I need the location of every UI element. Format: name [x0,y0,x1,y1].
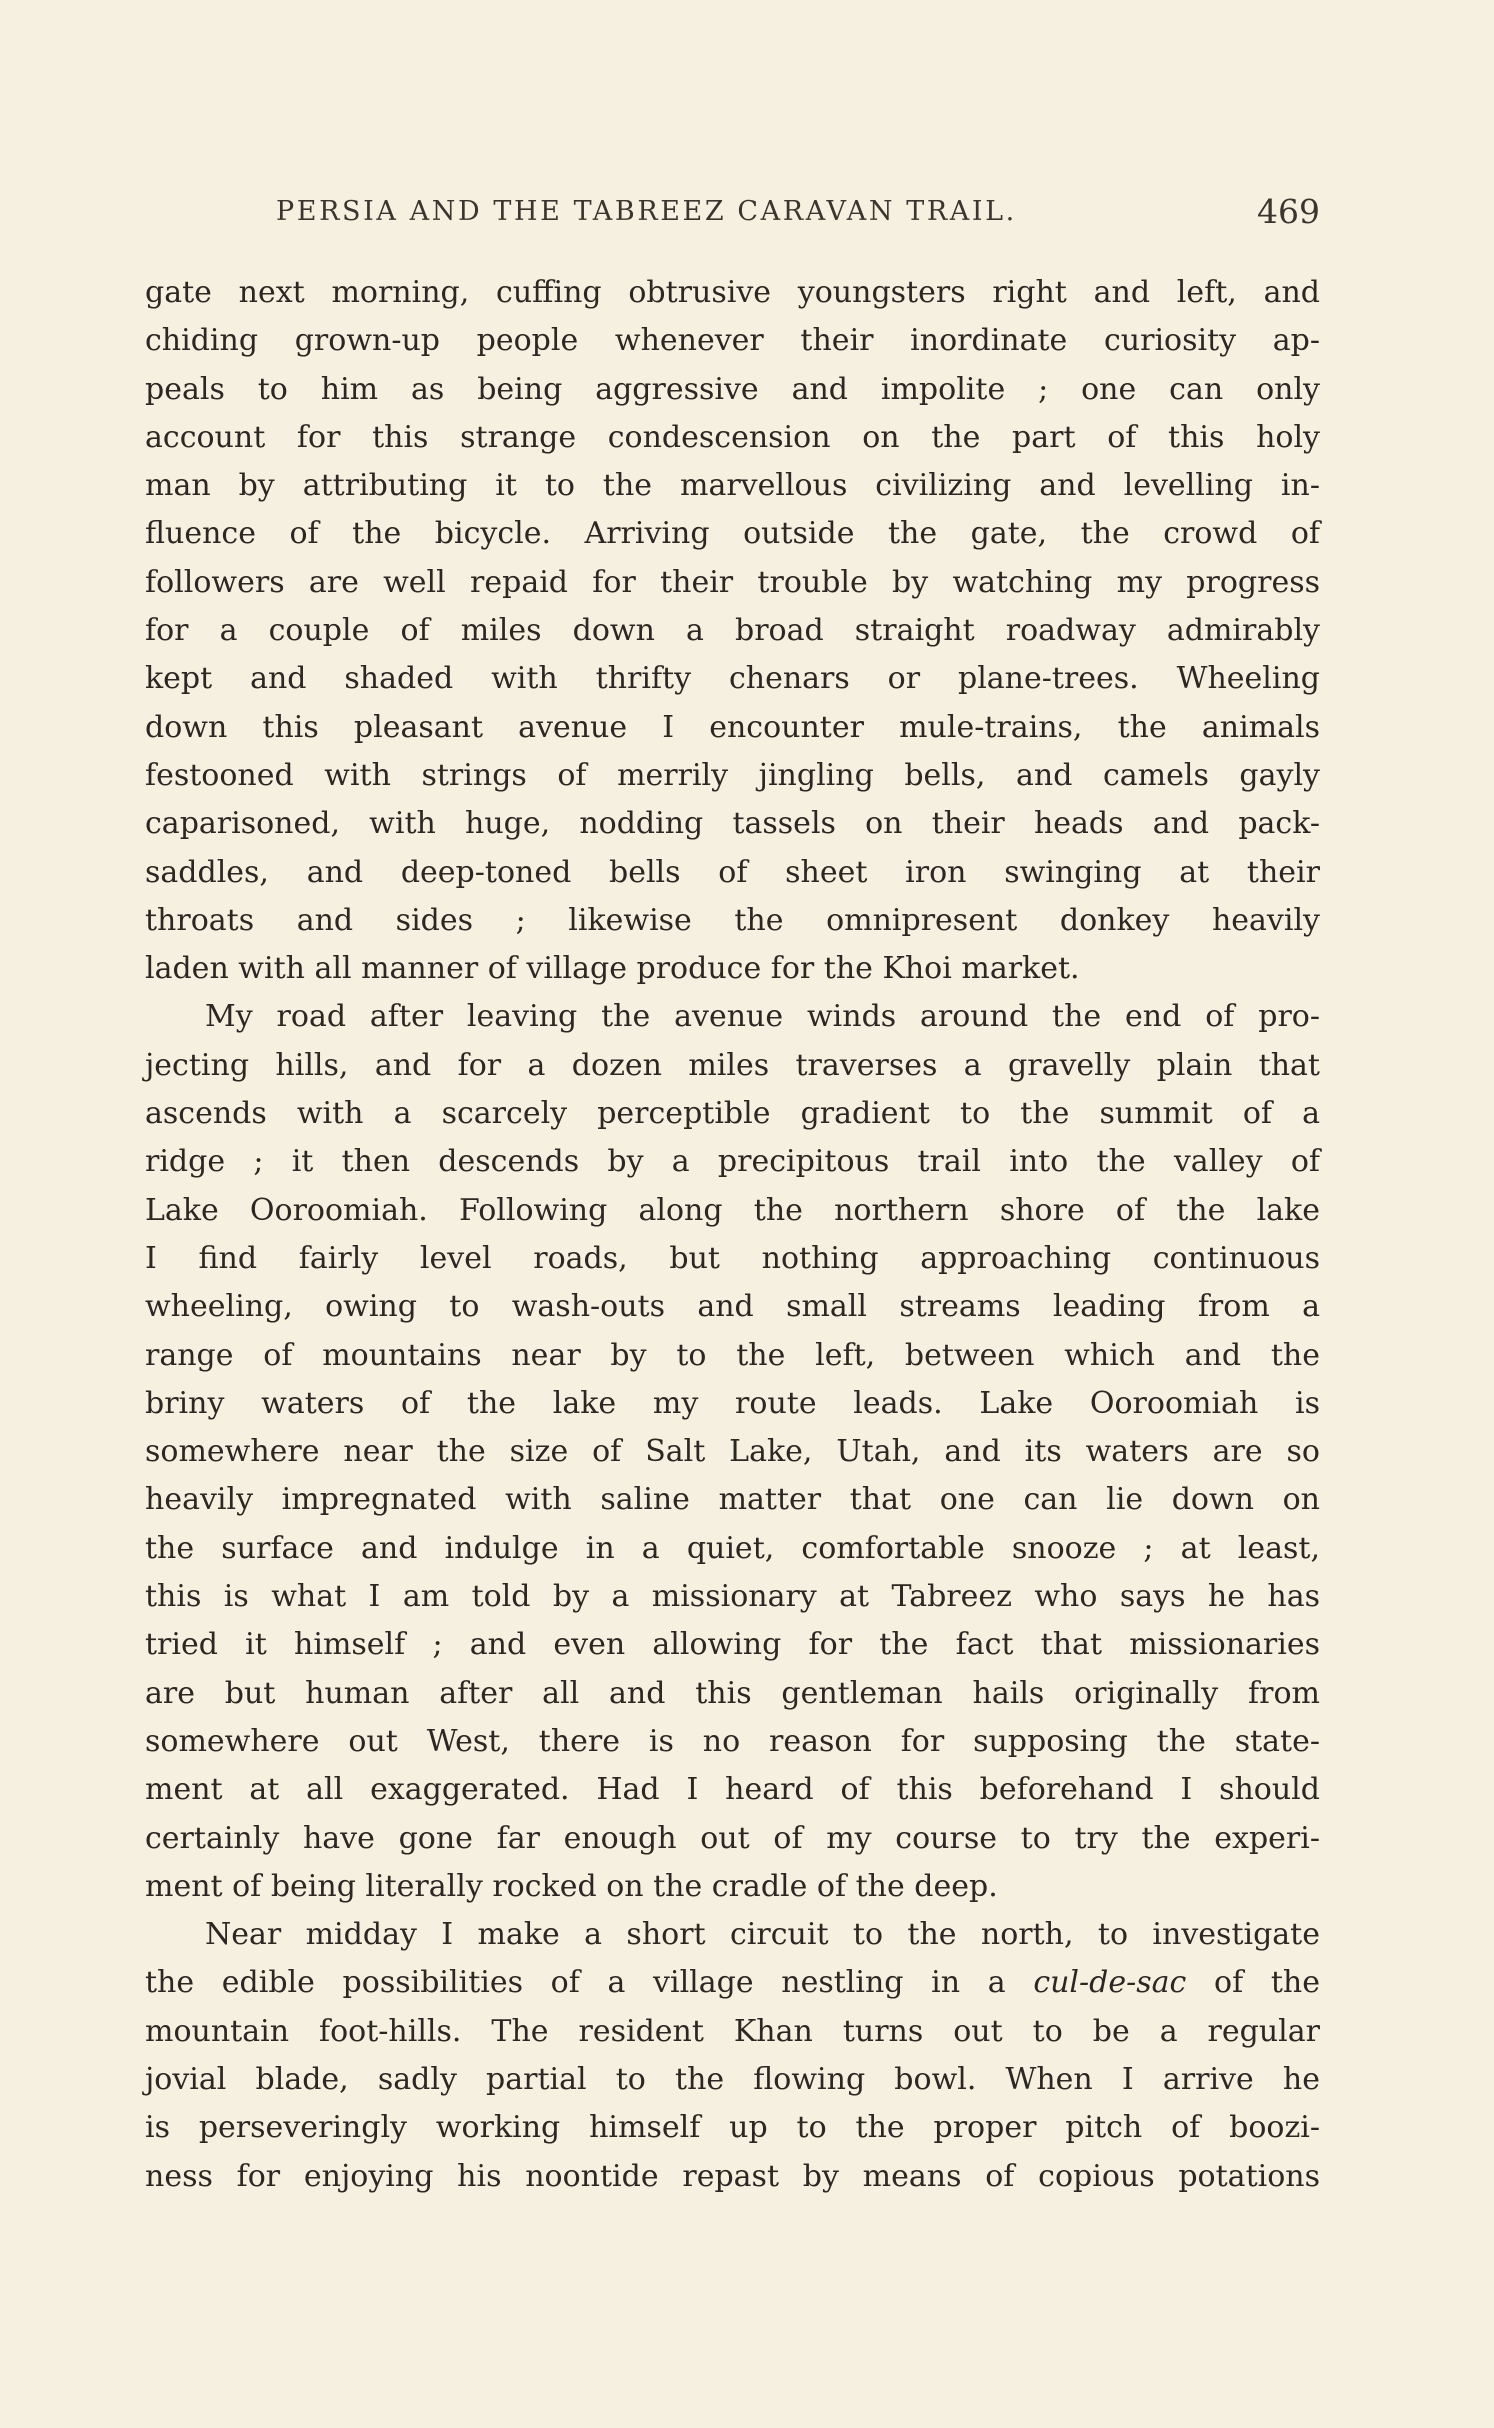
text-line: briny waters of the lake my route leads. Lake Ooroomiah is [145,1385,1320,1421]
text-line: throats and sides ; likewise the omnipresent donkey heavily [145,902,1320,938]
text-line: ment of being literally rocked on the cradle of the deep. [145,1868,998,1904]
text-line: heavily impregnated with saline matter that one can lie down on [145,1482,1320,1518]
text-line: the surface and indulge in a quiet, comfortable snooze ; at least, [145,1530,1320,1566]
text-line: fluence of the bicycle. Arriving outside the gate, the crowd of [145,516,1320,552]
page-number: 469 [1257,192,1320,231]
text-line: jecting hills, and for a dozen miles traverses a gravelly plain that [145,1047,1320,1083]
text-line: ascends with a scarcely perceptible gradient to the summit of a [145,1096,1320,1132]
running-head [276,192,1320,236]
text-line: jovial blade, sadly partial to the flowing bowl. When I arrive he [145,2061,1320,2097]
text-segment: of the [1214,1965,1320,2001]
text-line: laden with all manner of village produce for the Khoi market. [145,951,1080,987]
text-line: certainly have gone far enough out of my course to try the experi- [145,1820,1320,1856]
text-line: wheeling, owing to wash-outs and small streams leading from a [145,1289,1320,1325]
text-line: is perseveringly working himself up to the proper pitch of boozi- [145,2110,1320,2146]
text-line: somewhere near the size of Salt Lake, Utah, and its waters are so [145,1434,1320,1470]
text-line: somewhere out West, there is no reason for supposing the state- [145,1723,1320,1759]
text-line: mountain foot-hills. The resident Khan turns out to be a regular [145,2013,1320,2049]
text-line: Lake Ooroomiah. Following along the northern shore of the lake [145,1192,1320,1228]
italic-phrase: cul-de-sac [1033,1965,1187,2001]
text-line: are but human after all and this gentleman hails originally from [145,1675,1320,1711]
text-line: man by attributing it to the marvellous civilizing and levelling in- [145,468,1320,504]
text-line: Near midday I make a short circuit to the north, to investigate [205,1917,1320,1953]
text-line: festooned with strings of merrily jingling bells, and camels gayly [145,757,1320,793]
text-segment: the edible possibilities of a village nestling in a [145,1965,1006,2001]
text-line: chiding grown-up people whenever their inordinate curiosity ap- [145,323,1320,359]
text-line: gate next morning, cuffing obtrusive youngsters right and left, and [145,275,1320,310]
text-line: kept and shaded with thrifty chenars or plane-trees. Wheeling [145,661,1320,697]
text-line: for a couple of miles down a broad straight roadway admirably [145,613,1320,649]
text-line: followers are well repaid for their trouble by watching my progress [145,564,1320,600]
text-line: down this pleasant avenue I encounter mule-trains, the animals [145,709,1320,745]
text-line: ment at all exaggerated. Had I heard of this beforehand I should [145,1772,1320,1808]
body-text [145,269,1320,2201]
text-line: this is what I am told by a missionary at Tabreez who says he has [145,1579,1320,1615]
text-line: ridge ; it then descends by a precipitous trail into the valley of [145,1144,1320,1180]
text-line-with-italic [145,1959,1320,2007]
text-line: saddles, and deep-toned bells of sheet iron swinging at their [145,854,1320,890]
text-line: caparisoned, with huge, nodding tassels on their heads and pack- [145,806,1320,842]
running-title: PERSIA AND THE TABREEZ CARAVAN TRAIL. [276,196,1017,227]
text-line: peals to him as being aggressive and impolite ; one can only [145,371,1320,407]
text-line: I find fairly level roads, but nothing approaching continuous [145,1240,1320,1276]
text-line: range of mountains near by to the left, between which and the [145,1337,1320,1373]
text-line: My road after leaving the avenue winds around the end of pro- [205,999,1320,1035]
text-line: ness for enjoying his noontide repast by means of copious potations [145,2158,1320,2194]
text-line: tried it himself ; and even allowing for the fact that missionaries [145,1627,1320,1663]
text-line: account for this strange condescension on the part of this holy [145,419,1320,455]
